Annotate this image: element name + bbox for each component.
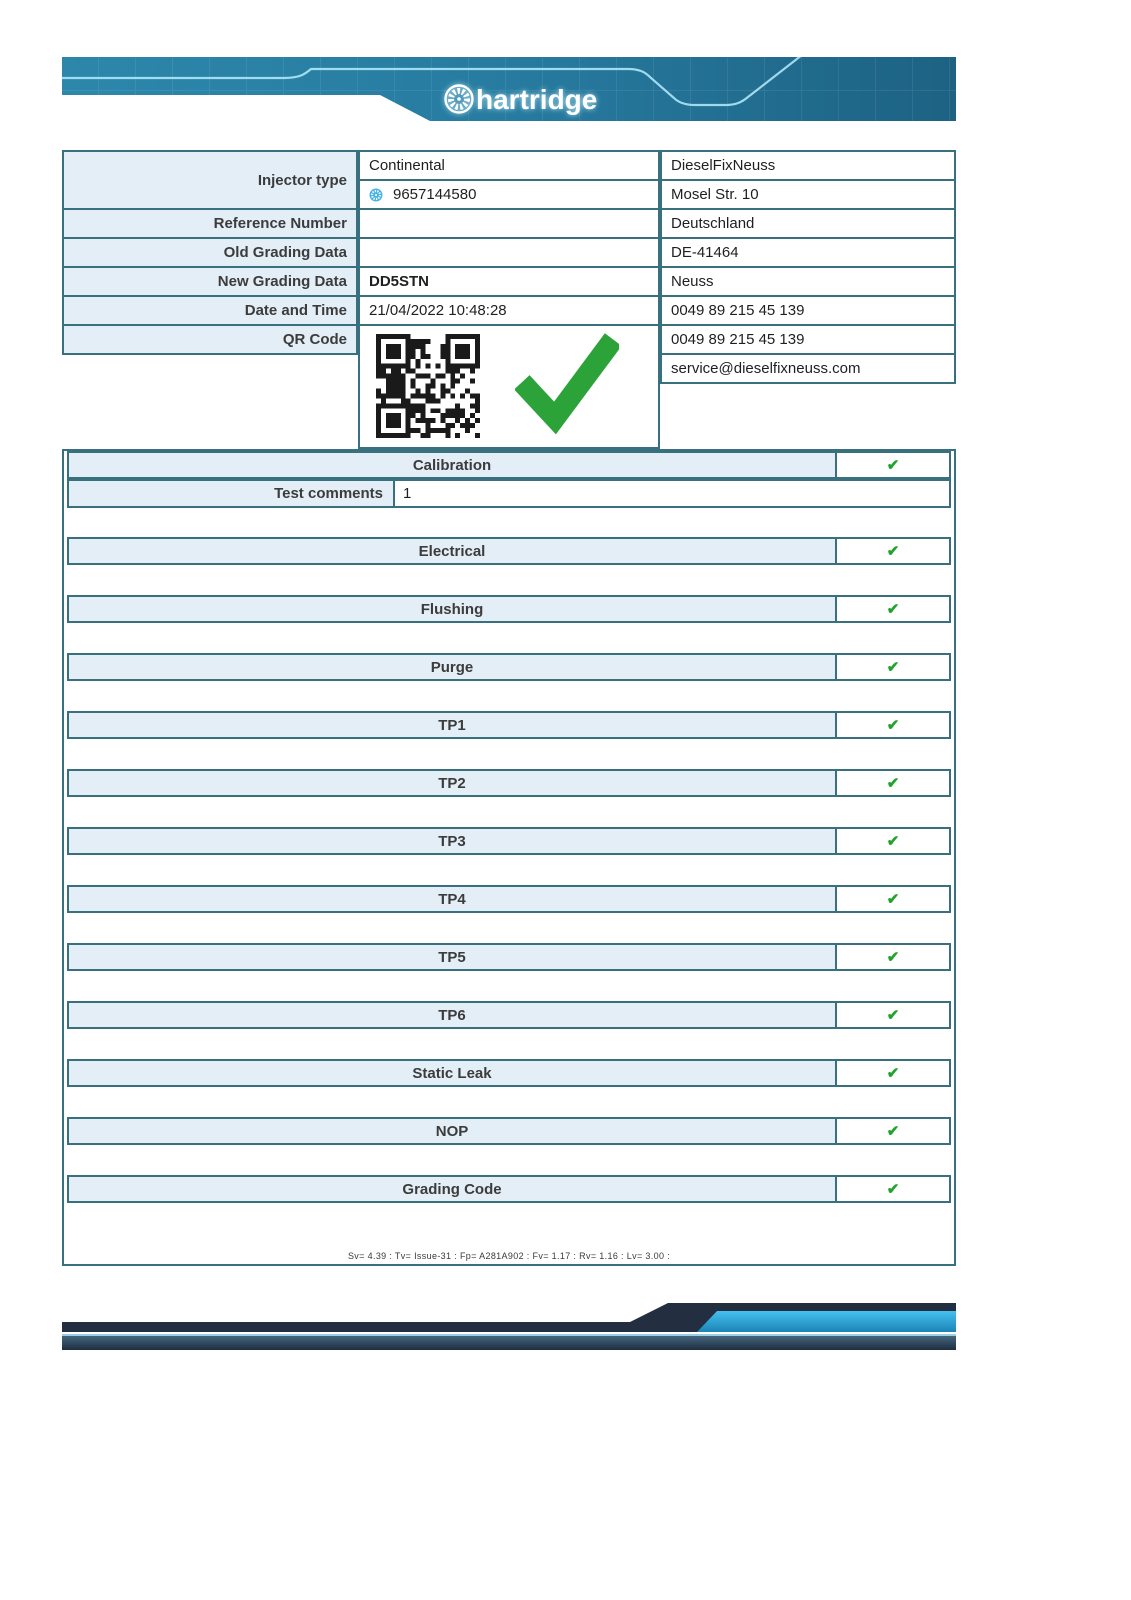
result-section <box>64 885 954 943</box>
section-title-row <box>67 769 951 797</box>
date-time-label: Date and Time <box>62 295 358 326</box>
qr-code-label: QR Code <box>62 324 358 355</box>
section-title-row <box>67 711 951 739</box>
date-time-value: 21/04/2022 10:48:28 <box>358 295 660 326</box>
spacer-row <box>64 565 954 595</box>
footer-banner <box>62 1300 956 1352</box>
spacer-row <box>64 623 954 653</box>
qr-code-image <box>376 334 480 443</box>
section-title-row <box>67 827 951 855</box>
old-grading-value <box>358 237 660 268</box>
section-title: TP3 <box>69 829 835 853</box>
section-title-row <box>67 943 951 971</box>
result-section <box>64 537 954 595</box>
section-check-icon: ✔ <box>835 655 949 679</box>
customer-street: Mosel Str. 10 <box>660 179 956 210</box>
section-check-icon: ✔ <box>835 539 949 563</box>
result-section <box>64 769 954 827</box>
section-title: Grading Code <box>69 1177 835 1201</box>
reference-number-value <box>358 208 660 239</box>
footer-light-line <box>62 1334 956 1336</box>
customer-country: Deutschland <box>660 208 956 239</box>
section-check-icon: ✔ <box>835 1119 949 1143</box>
section-title: Static Leak <box>69 1061 835 1085</box>
injector-info-table <box>62 150 956 450</box>
spacer-row <box>64 1203 954 1233</box>
section-title: Purge <box>69 655 835 679</box>
header-banner <box>62 57 956 125</box>
section-title-row <box>67 1001 951 1029</box>
section-check-icon: ✔ <box>835 771 949 795</box>
result-section <box>64 1001 954 1059</box>
injector-make-value: Continental <box>358 150 660 181</box>
hartridge-logo <box>446 84 598 115</box>
section-check-icon: ✔ <box>835 597 949 621</box>
test-comments-label: Test comments <box>69 481 395 506</box>
section-check-icon: ✔ <box>835 887 949 911</box>
spacer-row <box>64 971 954 1001</box>
spacer-row <box>64 508 954 537</box>
section-title-row <box>67 537 951 565</box>
result-section <box>64 1059 954 1117</box>
section-title-row <box>67 653 951 681</box>
customer-phone2: 0049 89 215 45 139 <box>660 324 956 355</box>
section-check-icon: ✔ <box>835 1061 949 1085</box>
result-section <box>64 595 954 653</box>
section-title-row <box>67 1175 951 1203</box>
section-title-row <box>67 1117 951 1145</box>
result-section <box>64 711 954 769</box>
injector-code-value <box>358 179 660 210</box>
section-check-icon: ✔ <box>835 829 949 853</box>
spacer-row <box>64 913 954 943</box>
spacer-row <box>64 1145 954 1175</box>
qr-code-cell <box>358 324 660 449</box>
customer-email: service@dieselfixneuss.com <box>660 353 956 384</box>
test-comments-value: 1 <box>395 481 949 506</box>
result-section <box>64 1117 954 1175</box>
old-grading-label: Old Grading Data <box>62 237 358 268</box>
result-section <box>64 827 954 885</box>
section-title: NOP <box>69 1119 835 1143</box>
test-results-table <box>62 449 956 1266</box>
injector-type-label: Injector type <box>62 150 358 210</box>
section-title: Electrical <box>69 539 835 563</box>
calibration-row <box>67 451 951 479</box>
section-title: TP2 <box>69 771 835 795</box>
section-title-row <box>67 1059 951 1087</box>
version-info: Sv= 4.39 : Tv= Issue-31 : Fp= A281A902 : Fv= 1.17 : Rv= 1.16 : Lv= 3.00 : <box>347 1251 671 1261</box>
spacer-row <box>64 797 954 827</box>
footer-blue-shape <box>697 1311 956 1332</box>
spacer-row <box>64 681 954 711</box>
new-grading-value: DD5STN <box>358 266 660 297</box>
customer-postcode: DE-41464 <box>660 237 956 268</box>
section-check-icon: ✔ <box>835 1003 949 1027</box>
injector-code-text: 9657144580 <box>393 186 477 203</box>
calibration-check-icon: ✔ <box>835 453 949 477</box>
section-title: Flushing <box>69 597 835 621</box>
result-section <box>64 653 954 711</box>
section-list <box>64 537 954 1233</box>
section-check-icon: ✔ <box>835 713 949 737</box>
spacer-row <box>64 1087 954 1117</box>
spacer-row <box>64 1029 954 1059</box>
result-section <box>64 943 954 1001</box>
section-check-icon: ✔ <box>835 945 949 969</box>
customer-name: DieselFixNeuss <box>660 150 956 181</box>
section-title: TP4 <box>69 887 835 911</box>
section-title: TP5 <box>69 945 835 969</box>
new-grading-label: New Grading Data <box>62 266 358 297</box>
pass-check-icon <box>515 332 619 436</box>
reference-number-label: Reference Number <box>62 208 358 239</box>
test-comments-row <box>67 479 951 508</box>
spacer-row <box>64 739 954 769</box>
section-title: TP6 <box>69 1003 835 1027</box>
section-check-icon: ✔ <box>835 1177 949 1201</box>
section-title-row <box>67 595 951 623</box>
section-title: TP1 <box>69 713 835 737</box>
customer-city: Neuss <box>660 266 956 297</box>
injector-code-icon <box>369 188 383 202</box>
calibration-title: Calibration <box>69 453 835 477</box>
footer-slate-band <box>62 1336 956 1350</box>
result-section <box>64 1175 954 1233</box>
section-title-row <box>67 885 951 913</box>
customer-phone1: 0049 89 215 45 139 <box>660 295 956 326</box>
spacer-row <box>64 855 954 885</box>
logo-text: hartridge <box>476 84 598 115</box>
